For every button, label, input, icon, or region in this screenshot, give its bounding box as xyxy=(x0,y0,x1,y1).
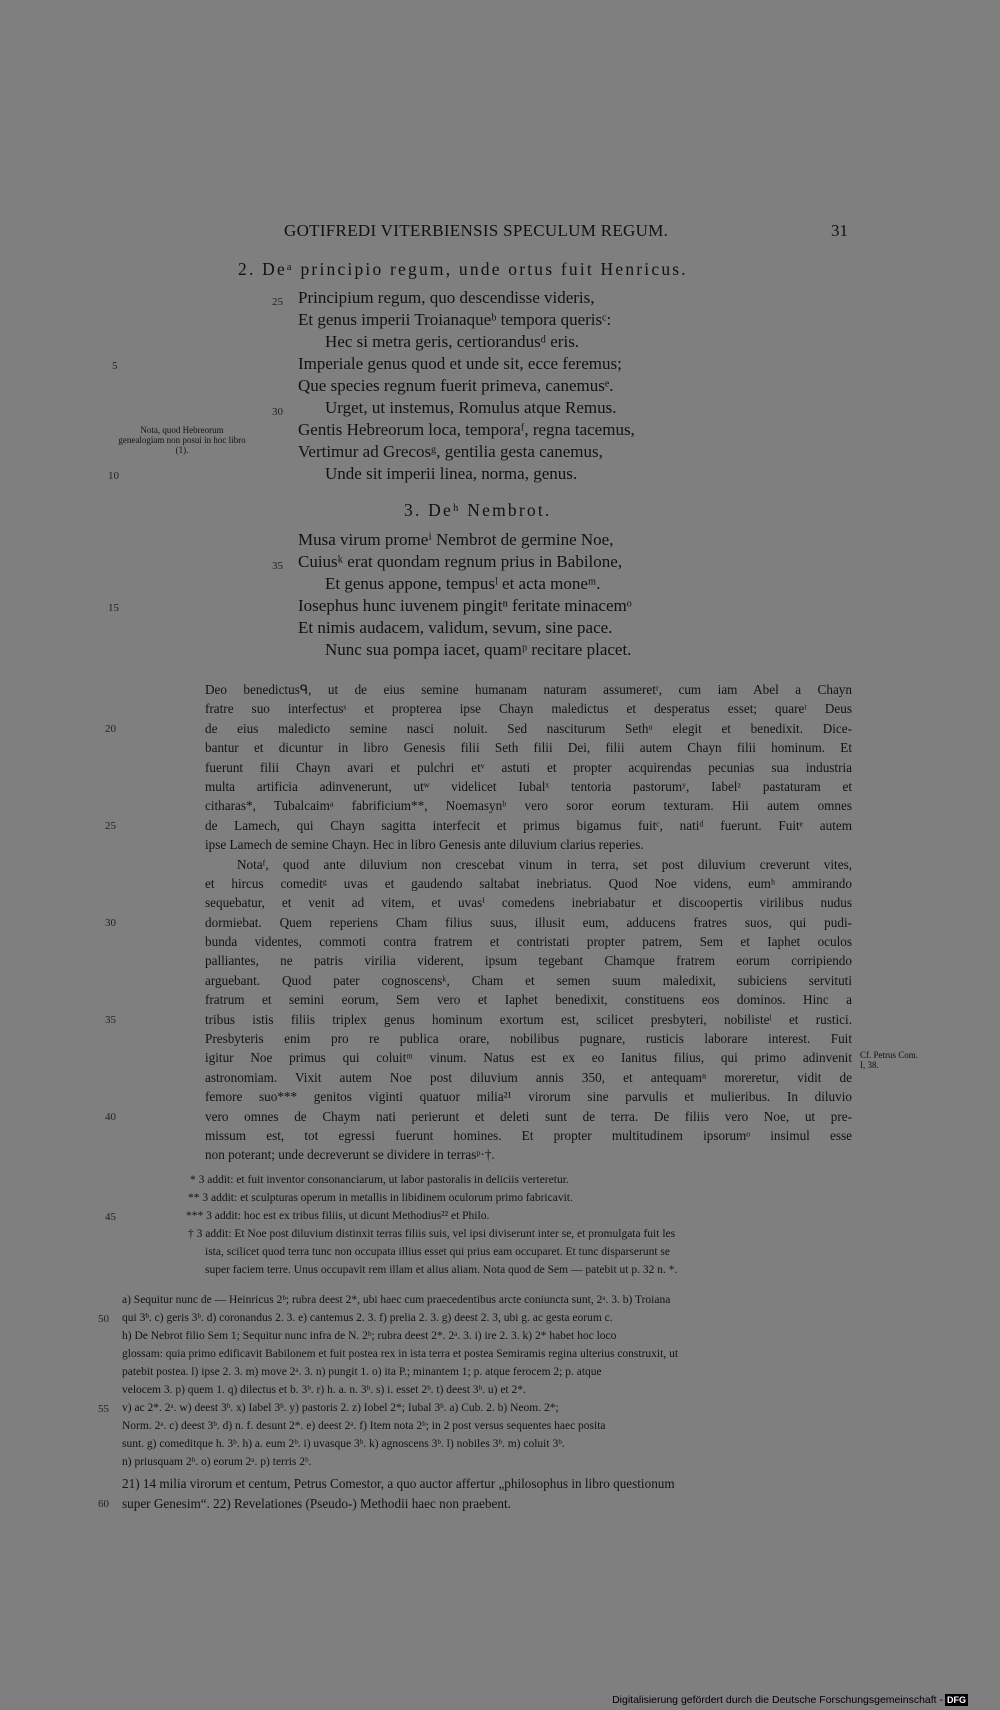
prose-line: dormiebat. Quem reperiens Cham filius suus, illusit eum, adducens fratres suos, qui pudi- xyxy=(205,914,852,930)
prose-line: de eius maledicto semine nasci noluit. Sed nasciturum Sethᵘ elegit et benedixit. Dice- xyxy=(205,720,852,736)
prose-line: missum est, tot egressi fuerunt homines. Et propter multitudinem ipsorumᵒ insimul esse xyxy=(205,1127,852,1143)
dfg-logo: DFG xyxy=(947,1695,966,1705)
apparatus-line: sunt. g) comeditque h. 3ᵇ. h) a. eum 2ᵇ. i) uvasque 3ᵇ. k) agnoscens 3ᵇ. l) nobiles 3ᵇ. m) coluit 3ᵇ. xyxy=(122,1438,565,1450)
prose-line: de Lamech, qui Chayn sagitta interfecit et primus bigamus fuitᶜ, natiᵈ fuerunt. Fuitᵉ autem xyxy=(205,817,852,833)
verse-line: Et genus imperii Troianaqueᵇ tempora querisᶜ: xyxy=(298,310,612,329)
variant-note: † 3 addit: Et Noe post diluvium distinxit terras filiis suis, vel ipsi diviserunt inter se, et promulgata fuit les xyxy=(188,1228,676,1240)
line-number: 30 xyxy=(105,917,116,929)
prose-line: astronomiam. Vixit autem Noe post diluvium annis 350, et antequamⁿ moreretur, vidit de xyxy=(205,1069,852,1085)
line-number: 10 xyxy=(108,470,119,482)
prose-line: fuerunt filii Chayn avari et pulchri etᵛ astuti et propter acquirendas pecunias sua industria xyxy=(205,759,852,775)
prose-line: Presbyteris enim pro re publica orare, nobilibus pugnare, rusticis laborare interest. Fuit xyxy=(205,1031,852,1047)
prose-line: bantur et dicuntur in libro Genesis filii Seth filii Dei, filii autem Chayn filii hominum. Et xyxy=(205,740,852,756)
prose-line: non poterant; unde decreverunt se dividere in terrasᵖ·†. xyxy=(205,1147,495,1163)
line-number: 40 xyxy=(105,1111,116,1123)
prose-line: arguebant. Quod pater cognoscensᵏ, Cham et semen suum maledixit, subiciens servituti xyxy=(205,972,852,988)
prose-line: sequebatur, et venit ad vitem, et uvasⁱ comedens inebriabatur et discoopertis virilibus nudus xyxy=(205,895,852,911)
verse-line: Principium regum, quo descendisse videris, xyxy=(298,288,595,307)
verse-line: Imperiale genus quod et unde sit, ecce feremus; xyxy=(298,354,622,373)
prose-line: igitur Noe primus qui coluitᵐ vinum. Natus est ex eo Ianitus filius, qui primo adinvenit xyxy=(205,1050,852,1066)
prose-line: Notaᶠ, quod ante diluvium non crescebat vinum in terra, set post diluvium creverunt vites, xyxy=(237,856,852,872)
page-number: 31 xyxy=(831,221,848,240)
prose-line: vero omnes de Chaym nati perierunt et deleti sunt de terra. De filiis vero Noe, ut pre- xyxy=(205,1108,852,1124)
footnote-line: 21) 14 milia virorum et centum, Petrus Comestor, a quo auctor affertur „philosophus in libro questionum xyxy=(122,1476,675,1491)
prose-line: femore suo*** genitos viginti quatuor milia²¹ virorum sine parvulis et mulieribus. In diluvio xyxy=(205,1089,852,1105)
apparatus-line: glossam: quia primo edificavit Babilonem et fuit postea rex in ista terra et postea Semiramis regina ulterius construxit, ut xyxy=(122,1348,679,1360)
line-number: 25 xyxy=(105,820,116,832)
credit-text: Digitalisierung gefördert durch die Deutsche Forschungsgemeinschaft - xyxy=(612,1693,943,1706)
prose-line: citharas*, Tubalcaimᵃ fabrificium**, Noemasynᵇ vero soror eorum texturam. Hii autem omnes xyxy=(205,798,852,814)
verse-line: Que species regnum fuerit primeva, canemusᵉ. xyxy=(298,376,614,395)
prose-block xyxy=(205,680,852,1165)
verse-number: 25 xyxy=(272,296,283,308)
prose-line: fratre suo interfectusˢ et propterea ipse Chayn maledictus et desperatus esset; quareᵗ Deus xyxy=(205,701,852,717)
running-header: GOTIFREDI VITERBIENSIS SPECULUM REGUM. xyxy=(284,221,669,240)
verse-line: Nunc sua pompa iacet, quamᵖ recitare placet. xyxy=(325,640,632,659)
apparatus-line: velocem 3. p) quem 1. q) dilectus et b. 3ᵇ. r) h. a. n. 3ᵇ. s) i. esset 2ᵇ. t) deest 3ᵇ. u) et 2*. xyxy=(122,1384,526,1396)
footnote-line: super Genesim“. 22) Revelationes (Pseudo-) Methodii haec non praebent. xyxy=(122,1496,511,1511)
line-number: 55 xyxy=(98,1403,109,1415)
line-number: 5 xyxy=(112,360,118,372)
variant-note: ista, scilicet quod terra tunc non occupata illius esset qui prius eam occuparet. Et tunc disparserunt se xyxy=(205,1246,670,1258)
prose-line: Deo benedictusᑫ, ut de eius semine humanam naturam assumeretʳ, cum iam Abel a Chayn xyxy=(205,682,852,697)
verse-line: Urget, ut instemus, Romulus atque Remus. xyxy=(325,398,617,417)
verse-line: Hec si metra geris, certiorandusᵈ eris. xyxy=(325,332,580,351)
digitization-credit xyxy=(612,1694,968,1706)
margin-note-right: Cf. Petrus Com. I, 38. xyxy=(860,1050,919,1070)
line-number: 15 xyxy=(108,602,119,614)
variant-note: ** 3 addit: et sculpturas operum in metallis in libidinem oculorum primo fabricavit. xyxy=(188,1192,573,1204)
verse-number: 30 xyxy=(272,406,283,418)
apparatus-line: Norm. 2ᵃ. c) deest 3ᵇ. d) n. f. desunt 2*. e) deest 2ᵃ. f) Item nota 2ᵇ; in 2 post versus sequentes haec posita xyxy=(122,1420,606,1432)
verse-line: Vertimur ad Grecosᵍ, gentilia gesta canemus, xyxy=(298,442,603,461)
apparatus-line: v) ac 2*. 2ᵃ. w) deest 3ᵇ. x) Iabel 3ᵇ. y) pastoris 2. z) Iobel 2*; Iubal 3ᵇ. a) Cub. 2. b) Neom. 2*; xyxy=(122,1402,559,1414)
prose-line: bunda videntes, commoti contra fratrem et contristati propter patrem, Sem et Iaphet oculos xyxy=(205,934,852,950)
variant-note: *** 3 addit: hoc est ex tribus filiis, ut dicunt Methodius²² et Philo. xyxy=(186,1210,490,1222)
prose-line: multa artificia adinvenerunt, utʷ videlicet Iubalˣ tentoria pastorumʸ, Iabelᶻ pastaturam et xyxy=(205,778,852,794)
apparatus-line: h) De Nebrot filio Sem 1; Sequitur nunc infra de N. 2ᵇ; rubra deest 2*. 2ᵃ. 3. i) ire 2. 3. k) 2* habet hoc loco xyxy=(122,1330,617,1342)
verse-line: Et genus appone, tempusˡ et acta moneᵐ. xyxy=(325,574,601,593)
variant-note: * 3 addit: et fuit inventor consonanciarum, ut labor pastoralis in deliciis verteretur. xyxy=(190,1174,569,1186)
verse-line: Iosephus hunc iuvenem pingitⁿ feritate minacemᵒ xyxy=(298,596,632,615)
prose-line: fratrum et semini eorum, Sem vero et Iaphet benedixit, constituens eos dominos. Hinc a xyxy=(205,992,852,1008)
line-number: 45 xyxy=(105,1211,116,1223)
prose-line: ipse Lamech de semine Chayn. Hec in libro Genesis ante diluvium clarius reperies. xyxy=(205,837,644,853)
verse-line: Gentis Hebreorum loca, temporaᶠ, regna tacemus, xyxy=(298,420,635,439)
apparatus-line: qui 3ᵇ. c) geris 3ᵇ. d) coronandus 2. 3. e) cantemus 2. 3. f) prelia 2. 3. g) deest 2. 3, ubi g. ac gesta eorum c. xyxy=(122,1312,613,1324)
line-number: 50 xyxy=(98,1313,109,1325)
prose-line: et hircus comeditᵍ uvas et gaudendo saltabat inebriatus. Quod Noe videns, eumʰ ammirando xyxy=(205,875,852,891)
verse-line: Musa virum promeⁱ Nembrot de germine Noe, xyxy=(298,530,614,549)
verse-line: Unde sit imperii linea, norma, genus. xyxy=(325,464,578,483)
line-number: 60 xyxy=(98,1498,109,1510)
verse-line: Cuiusᵏ erat quondam regnum prius in Babilone, xyxy=(298,552,623,571)
apparatus-line: n) priusquam 2ᵇ. o) eorum 2ᵃ. p) terris 2ᵇ. xyxy=(122,1456,312,1468)
section-3-title: 3. Deʰ Nembrot. xyxy=(404,500,552,520)
line-number: 35 xyxy=(105,1014,116,1026)
variant-note: super faciem terre. Unus occupavit rem illam et alius aliam. Nota quod de Sem — patebit ut p. 32 n. *. xyxy=(205,1264,678,1276)
apparatus-line: a) Sequitur nunc de — Heinricus 2ᵇ; rubra deest 2*, ubi haec cum praecedentibus arcte coniuncta sunt, 2ᵃ. 3. b) Troiana xyxy=(122,1294,671,1306)
section-2-title: 2. Deᵃ principio regum, unde ortus fuit Henricus. xyxy=(238,259,688,279)
apparatus-line: patebit postea. l) ipse 2. 3. m) move 2ᵃ. 3. n) pungit 1. o) ita P.; minantem 1; p. atque ferocem 2; p. atque xyxy=(122,1366,602,1378)
prose-line: palliantes, ne patris virilia viderent, ipsum tegebant Chamque fratrem eorum corripiendo xyxy=(205,953,852,969)
verse-number: 35 xyxy=(272,560,283,572)
prose-line: tribus istis filiis triplex genus hominum exortum est, scilicet presbyteri, nobilisteˡ et rustici. xyxy=(205,1011,852,1027)
line-number: 20 xyxy=(105,723,116,735)
verse-line: Et nimis audacem, validum, sevum, sine pace. xyxy=(298,618,613,637)
margin-note: Nota, quod Hebreorum genealogiam non posui in hoc libro (1). xyxy=(118,425,246,455)
